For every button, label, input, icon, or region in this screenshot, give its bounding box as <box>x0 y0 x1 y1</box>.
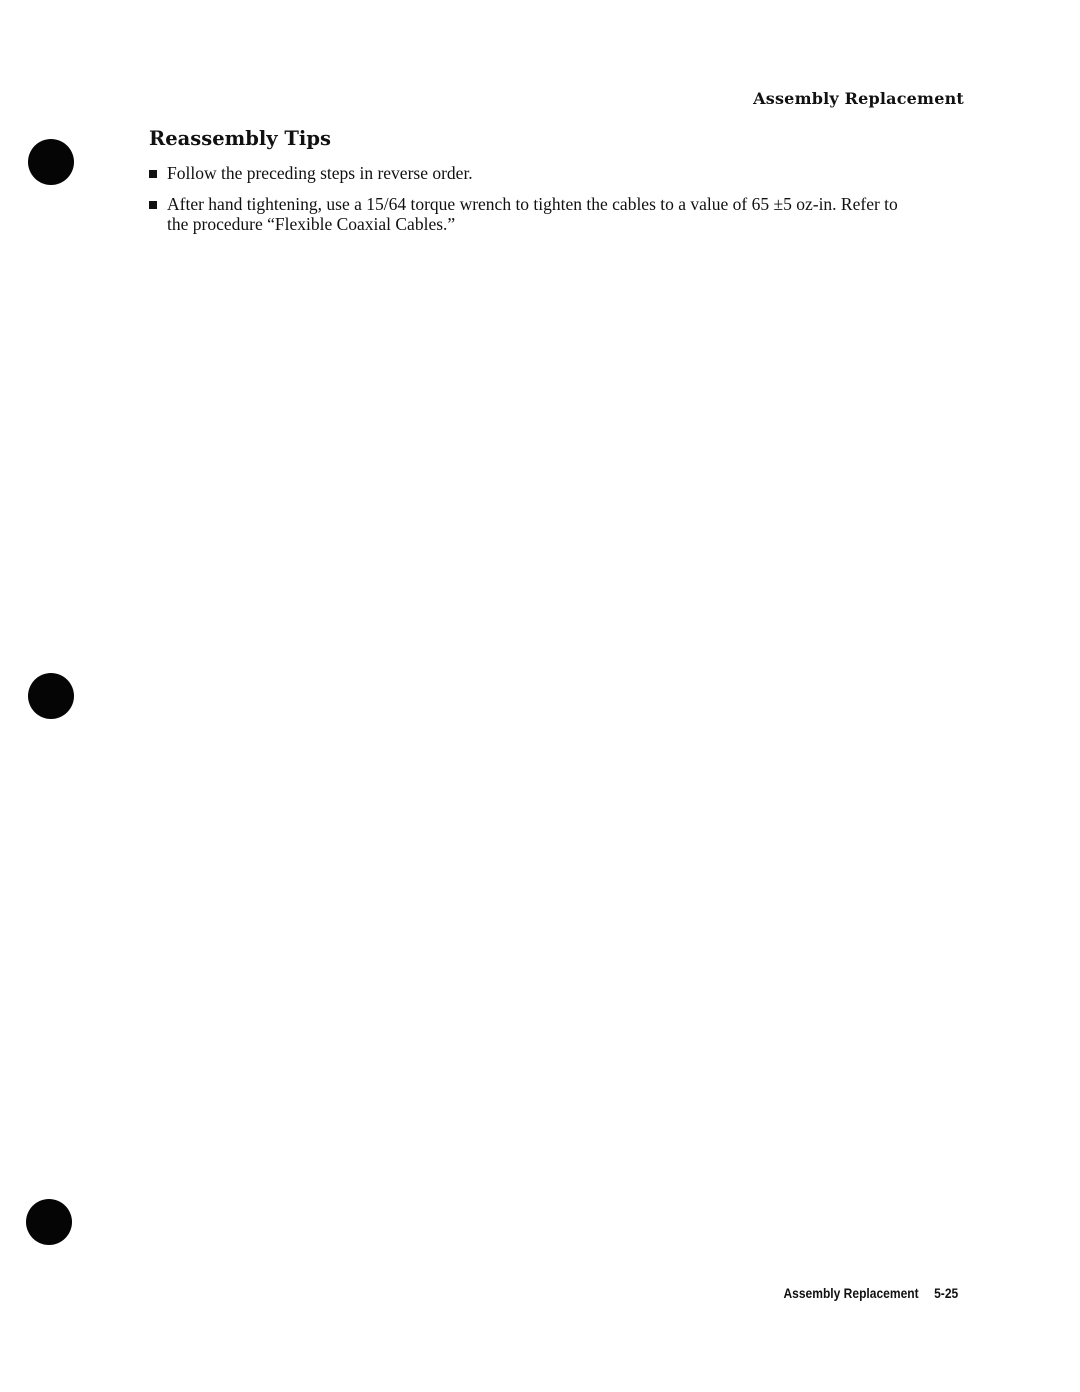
punch-hole-icon <box>26 1199 72 1245</box>
square-bullet-icon <box>149 170 157 178</box>
tip-text: After hand tightening, use a 15/64 torque wrench to tighten the cables to a value of 65 ±5 oz-in. Refer to the procedure “Flexible Coaxial Cables.” <box>167 194 898 234</box>
page-number: 5-25 <box>933 1285 958 1301</box>
list-item <box>149 163 909 183</box>
list-item <box>149 194 909 234</box>
page-footer <box>783 1285 958 1301</box>
tip-text: Follow the preceding steps in reverse order. <box>167 163 473 183</box>
tips-list <box>149 163 909 245</box>
section-title: Reassembly Tips <box>149 127 331 150</box>
punch-hole-icon <box>28 139 74 185</box>
square-bullet-icon <box>149 201 157 209</box>
punch-hole-icon <box>28 673 74 719</box>
footer-chapter-label: Assembly Replacement <box>783 1285 919 1301</box>
running-header: Assembly Replacement <box>753 89 964 108</box>
